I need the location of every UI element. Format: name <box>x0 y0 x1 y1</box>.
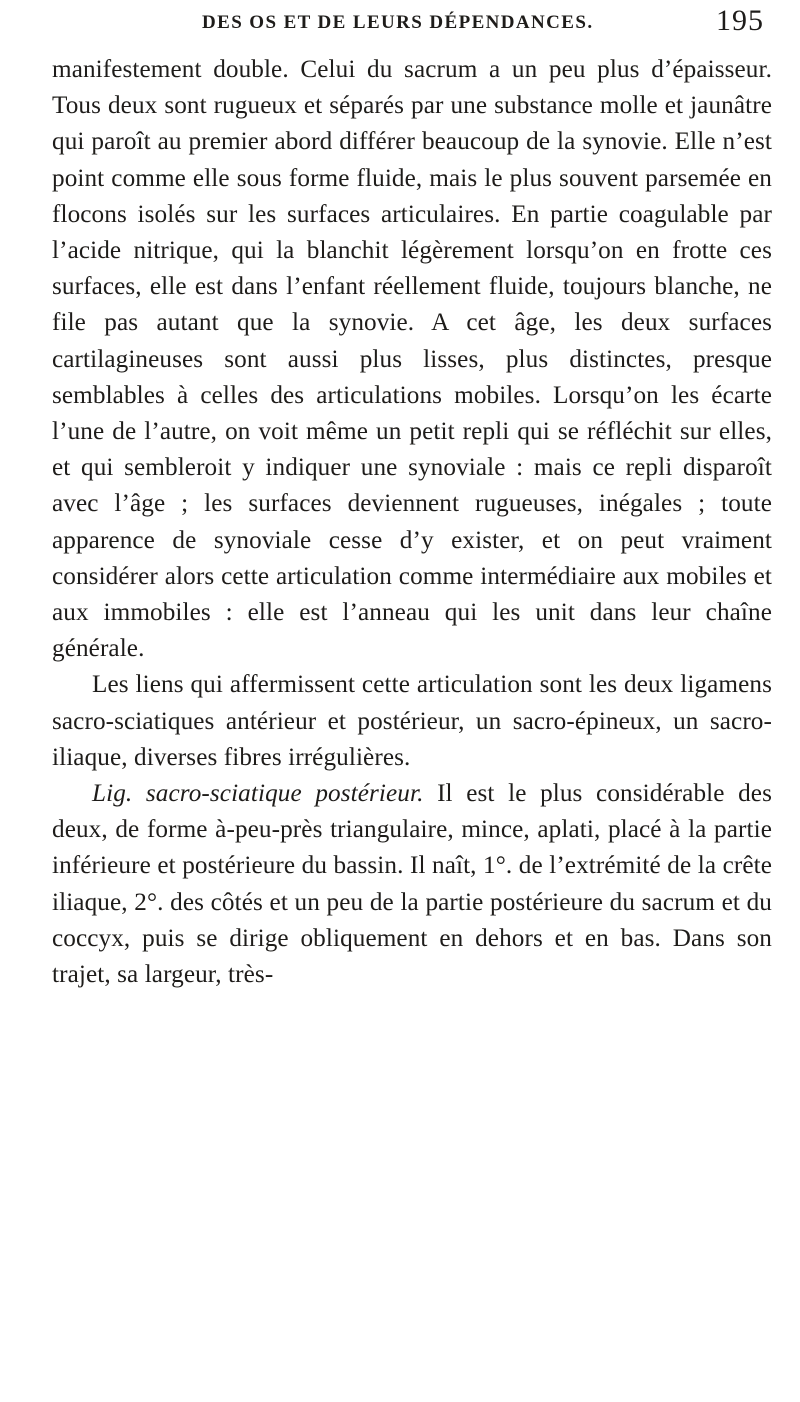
ligament-heading: Lig. sacro-sciatique postérieur. <box>92 780 424 808</box>
page-number: 195 <box>716 4 764 37</box>
paragraph-continuation: manifestement double. Celui du sacrum a un peu plus d’épaisseur. Tous deux sont rugueux et séparés par une substance molle et jaunâtre qui paroît au premier abord différer beaucoup de la synovie. Elle n’est point comme elle sous forme fluide, mais le plus souvent parsemée en flocons isolés sur les surfaces articulaires. En partie coagulable par l’acide nitrique, qui la blanchit légèrement lorsqu’on en frotte ces surfaces, elle est dans l’enfant réellement fluide, toujours blanche, ne file pas autant que la synovie. A cet âge, les deux surfaces cartilagineuses sont aussi plus lisses, plus distinctes, presque semblables à celles des articulations mobiles. Lorsqu’on les écarte l’une de l’autre, on voit même un petit repli qui se réfléchit sur elles, et qui sembleroit y indiquer une synoviale : mais ce repli disparoît avec l’âge ; les surfaces deviennent rugueuses, inégales ; toute apparence de synoviale cesse d’y exister, et on peut vraiment considérer alors cette articulation comme intermédiaire aux mobiles et aux immobiles : elle est l’anneau qui les unit dans leur chaîne générale. <box>52 56 772 663</box>
body-text <box>52 52 772 993</box>
running-head <box>52 0 772 52</box>
ligament-description: Il est le plus considérable des deux, de forme à-peu-près triangulaire, mince, aplati, placé à la partie inférieure et postérieure du bassin. Il naît, 1°. de l’extrémité de la crête iliaque, 2°. des côtés et un peu de la partie postérieure du sacrum et du coccyx, puis se dirige obliquement en dehors et en bas. Dans son trajet, sa largeur, très- <box>52 780 772 989</box>
paragraph-ligaments: Les liens qui affermissent cette articulation sont les deux ligamens sacro-sciatiques antérieur et postérieur, un sacro-épineux, un sacro-iliaque, diverses fibres irrégulières. <box>52 671 772 771</box>
paragraph-sacro-sciatique <box>52 776 772 993</box>
running-head-title: DES OS ET DE LEURS DÉPENDANCES. <box>202 12 594 33</box>
